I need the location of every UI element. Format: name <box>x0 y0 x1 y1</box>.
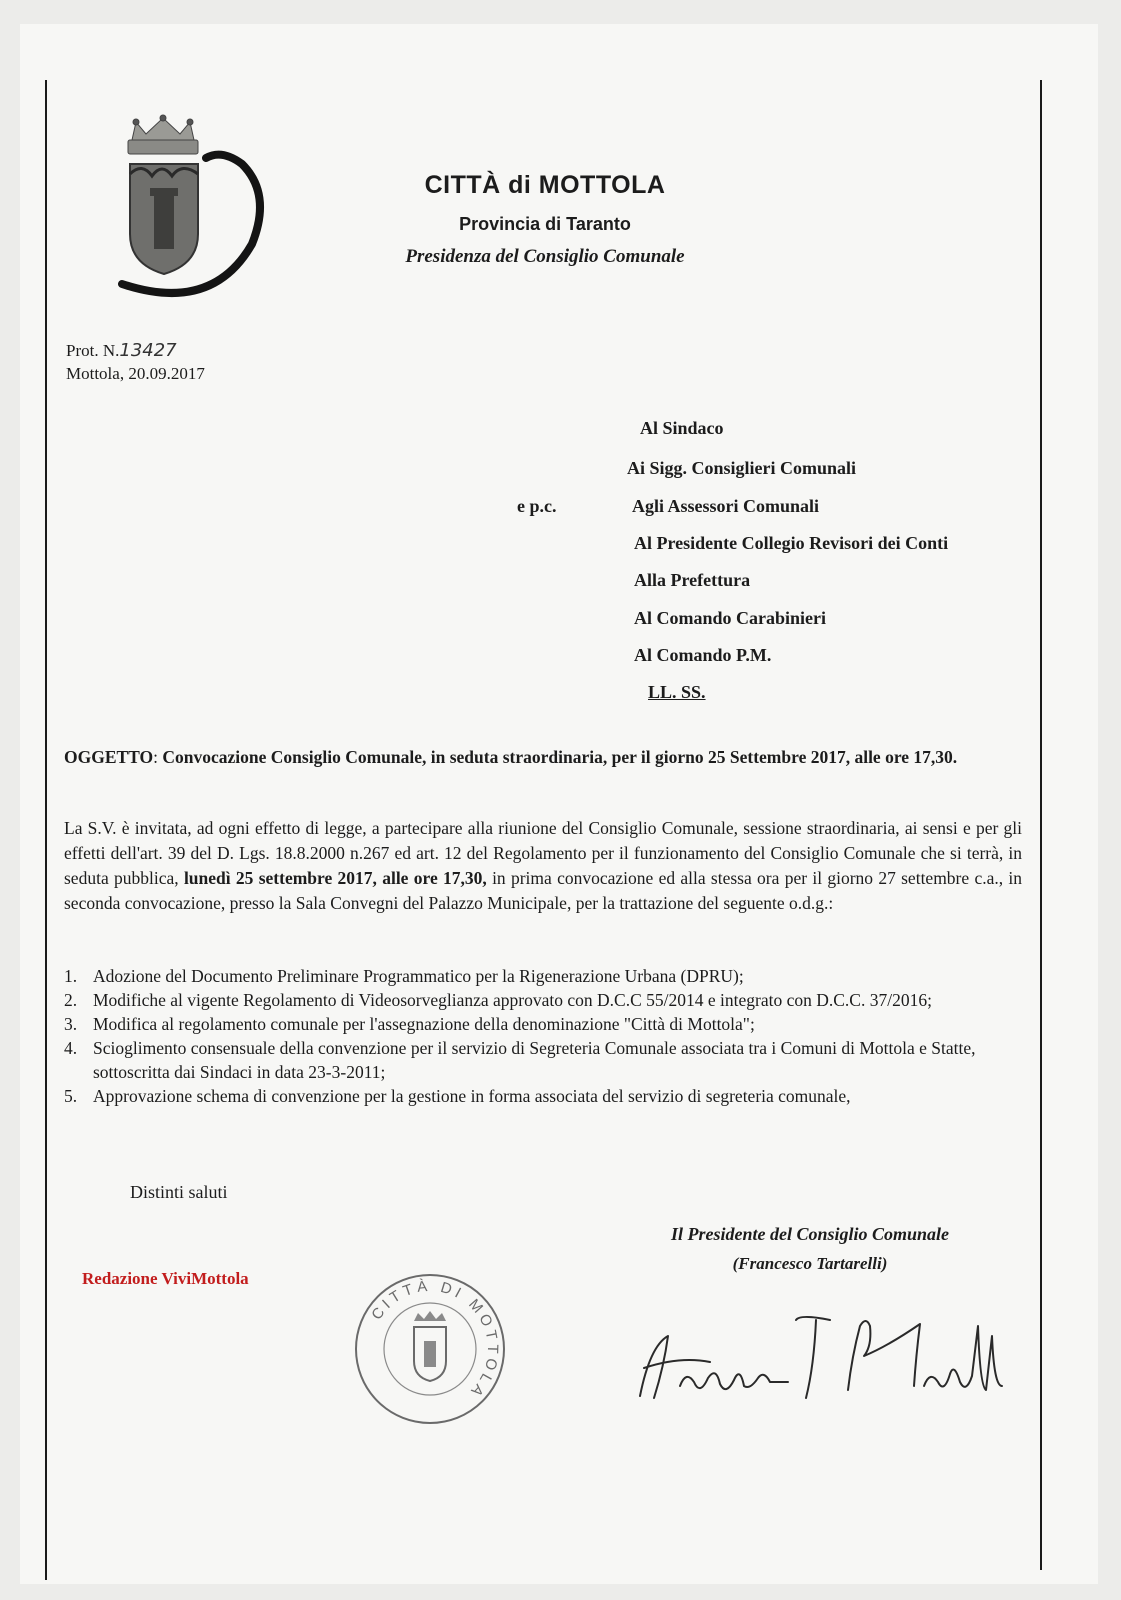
agenda-item: 2. Modifiche al vigente Regolamento di Videosorveglianza approvato con D.C.C 55/2014 e integrato con D.C.C. 37/2016; <box>64 990 932 1010</box>
municipal-stamp-icon <box>350 1269 510 1429</box>
recipient-mayor: Al Sindaco <box>640 418 724 438</box>
body-paragraph <box>64 816 1022 916</box>
recipient-carabinieri: Al Comando Carabinieri <box>634 608 827 628</box>
body-part-1: La S.V. è invitata, ad ogni effetto di legge, a partecipare alla riunione del Consiglio Comunale, sessione straordinaria, ai sensi e per gli effetti dell'art. 39 del D. Lgs. 18.8.2000 n.267 ed art. 12 del Regolamento per il funzionamento del Consiglio Comunale che si terrà, in seduta pubblica, <box>64 818 1022 888</box>
place-date: Mottola, 20.09.2017 <box>66 364 205 383</box>
subject-label: OGGETTO <box>64 747 154 767</box>
agenda-item: 4. Scioglimento consensuale della convenzione per il servizio di Segreteria Comunale associata tra i Comuni di Mottola e Statte, sottoscritta dai Sindaci in data 23-3-2011; <box>64 1038 976 1082</box>
right-margin-rule <box>1040 80 1042 1570</box>
crest-icon <box>102 114 272 314</box>
province-subtitle: Provincia di Taranto <box>459 214 631 234</box>
protocol-number: 13427 <box>119 340 177 361</box>
protocol-label: Prot. N. <box>66 341 120 360</box>
recipient-prefecture: Alla Prefettura <box>634 570 751 590</box>
handwritten-signature <box>620 1286 1010 1416</box>
agenda-item: 5. Approvazione schema di convenzione per la gestione in forma associata del servizio di segreteria comunale, <box>64 1086 851 1106</box>
office-subtitle: Presidenza del Consiglio Comunale <box>405 246 685 267</box>
signatory-name: (Francesco Tartarelli) <box>732 1254 888 1273</box>
cc-label: e p.c. <box>517 496 557 516</box>
protocol-line <box>66 340 177 361</box>
recipient-ll-ss: LL. SS. <box>648 682 706 702</box>
body-part-2: in prima convocazione ed alla stessa ora per il giorno 27 settembre c.a., in seconda convocazione, presso la Sala Convegni del Palazzo Municipale, per la trattazione del seguente o.d.g.: <box>64 868 1023 913</box>
recipient-municipal-police: Al Comando P.M. <box>634 645 772 665</box>
left-margin-rule <box>45 80 47 1580</box>
agenda-item: 1. Adozione del Documento Preliminare Programmatico per la Rigenerazione Urbana (DPRU); <box>64 966 744 986</box>
watermark-label: Redazione ViviMottola <box>82 1269 249 1288</box>
subject-text: Convocazione Consiglio Comunale, in seduta straordinaria, per il giorno 25 Settembre 2017, alle ore 17,30. <box>162 747 958 767</box>
closing-greeting: Distinti saluti <box>130 1182 228 1202</box>
city-title: CITTÀ di MOTTOLA <box>424 171 666 199</box>
recipient-councillors: Ai Sigg. Consiglieri Comunali <box>627 458 857 478</box>
agenda-list <box>64 964 1022 1108</box>
recipient-assessors: Agli Assessori Comunali <box>632 496 820 516</box>
signatory-title: Il Presidente del Consiglio Comunale <box>670 1224 950 1244</box>
recipient-auditors: Al Presidente Collegio Revisori dei Conti <box>634 533 949 553</box>
stamp-text: CITTÀ DI MOTTOLA <box>368 1277 502 1403</box>
body-highlight: lunedì 25 settembre 2017, alle ore 17,30, <box>183 868 487 888</box>
letter-page <box>20 24 1098 1584</box>
subject-line: OGGETTO: Convocazione Consiglio Comunale, in seduta straordinaria, per il giorno 25 Settembre 2017, alle ore 17,30. <box>64 747 958 767</box>
agenda-item: 3. Modifica al regolamento comunale per l'assegnazione della denominazione "Città di Mottola"; <box>64 1014 755 1034</box>
